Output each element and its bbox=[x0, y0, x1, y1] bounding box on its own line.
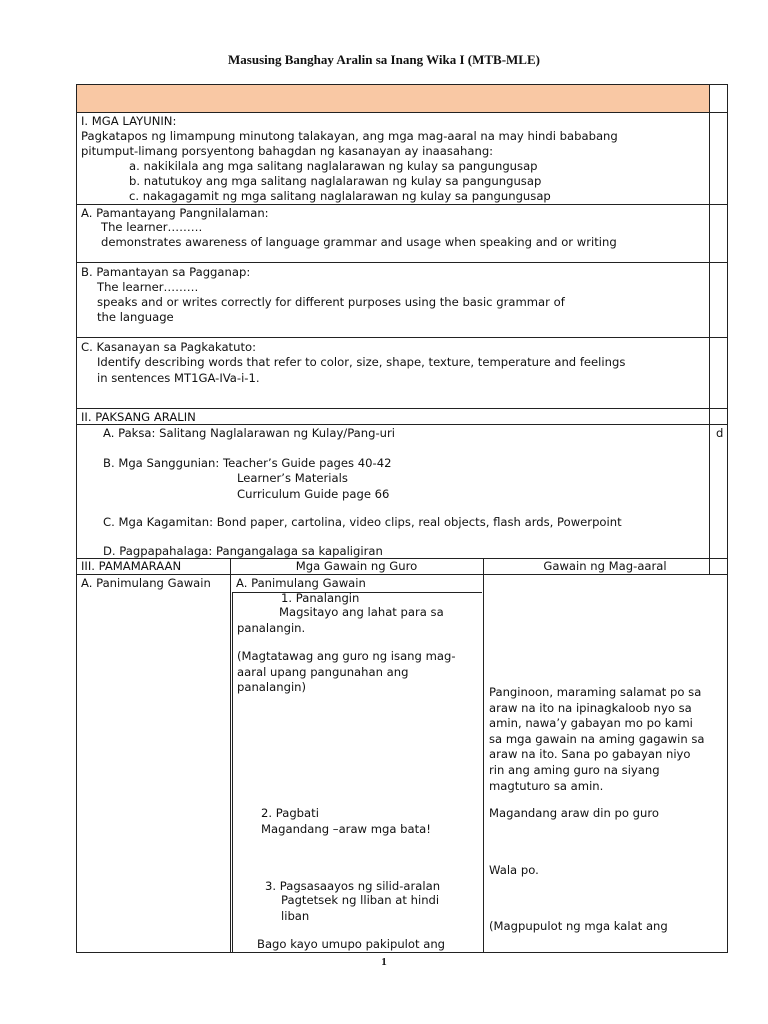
col-header-guro: Mga Gawain ng Guro bbox=[295, 559, 418, 573]
magaaral-dasal: Panginoon, maraming salamat po sa araw na ito na ipinagkaloob nyo sa amin, nawa’y gabayan mo po kami sa mga gawain na aming gagawin sa araw na ito. Sana po gabayan niyo rin ang aming guro na siyang magtuturo sa amin. bbox=[489, 685, 705, 793]
guro-bago: Bago kayo umupo pakipulot ang bbox=[257, 937, 446, 951]
layunin-intro-cont: pitumput-limang porsyentong bahagdan ng kasanayan ay inaasahang: bbox=[81, 144, 494, 158]
pagkakatuto-line1: Identify describing words that refer to color, size, shape, texture, temperature and feelings bbox=[97, 355, 626, 369]
table-border-left bbox=[76, 84, 77, 953]
table-border-right bbox=[727, 84, 728, 953]
paksa: A. Paksa: Salitang Naglalarawan ng Kulay/Pang-uri bbox=[103, 426, 396, 440]
guro-magtatawag: (Magtatawag ang guro ng isang mag-aaral upang pangunahan ang panalangin) bbox=[237, 649, 456, 695]
magaaral-wala: Wala po. bbox=[489, 863, 539, 877]
guro-magsitayo: Magsitayo ang lahat para sa panalangin. bbox=[237, 605, 444, 635]
sanggunian: B. Mga Sanggunian: Teacher’s Guide pages 40-42 bbox=[103, 456, 392, 470]
guro-pagsasaayos: 3. Pagsasaayos ng silid-aralan bbox=[265, 879, 441, 893]
sanggunian-cg: Curriculum Guide page 66 bbox=[237, 487, 390, 501]
layunin-item-a: a. nakikilala ang mga salitang naglalarawan ng kulay sa pangungusap bbox=[129, 159, 538, 173]
magaaral-pulot: (Magpupulot ng mga kalat ang bbox=[489, 919, 668, 933]
pagganap-learner: The learner……… bbox=[97, 280, 199, 294]
pagkakatuto-heading: C. Kasanayan sa Pagkakatuto: bbox=[81, 340, 256, 354]
guro-magandang: Magandang –araw mga bata! bbox=[261, 822, 431, 836]
guro-heading: A. Panimulang Gawain bbox=[236, 576, 366, 590]
pamamaraan-heading: III. PAMAMARAAN bbox=[81, 559, 182, 573]
pagpapahalaga: D. Pagpapahalaga: Pangangalaga sa kapaligiran bbox=[103, 544, 383, 558]
kagamitan: C. Mga Kagamitan: Bond paper, cartolina, video clips, real objects, flash ards, Powerpoint bbox=[103, 515, 622, 529]
layunin-item-b: b. natutukoy ang mga salitang naglalarawan ng kulay sa pangungusap bbox=[129, 174, 542, 188]
magaaral-bati: Magandang araw din po guro bbox=[489, 806, 659, 820]
guro-pagbati: 2. Pagbati bbox=[261, 806, 319, 820]
layunin-heading: I. MGA LAYUNIN: bbox=[81, 114, 177, 128]
pagganap-line1: speaks and or writes correctly for different purposes using the basic grammar of bbox=[97, 295, 565, 309]
col-header-magaaral: Gawain ng Mag-aaral bbox=[543, 559, 667, 573]
paksang-aralin-heading: II. PAKSANG ARALIN bbox=[81, 410, 196, 424]
table-border-top bbox=[76, 84, 728, 85]
guro-pagtetsek: Pagtetsek ng lliban at hindi liban bbox=[281, 893, 440, 923]
pagkakatuto-line2: in sentences MT1GA-IVa-i-1. bbox=[97, 371, 260, 385]
page-number: 1 bbox=[381, 956, 387, 968]
row-label-panimulang-gawain: A. Panimulang Gawain bbox=[81, 576, 211, 590]
pagganap-line2: the language bbox=[97, 310, 174, 324]
layunin-intro: Pagkatapos ng limampung minutong talakayan, ang mga mag-aaral na may hindi bababang bbox=[81, 129, 618, 143]
sanggunian-lm: Learner’s Materials bbox=[237, 471, 348, 485]
pangnilalaman-text: demonstrates awareness of language grammar and usage when speaking and or writing bbox=[101, 235, 617, 249]
pangnilalaman-heading: A. Pamantayang Pangnilalaman: bbox=[81, 206, 269, 220]
pangnilalaman-learner: The learner……… bbox=[101, 220, 203, 234]
header-band bbox=[76, 85, 709, 112]
layunin-item-c: c. nakagagamit ng mga salitang naglalarawan ng kulay sa pangungusap bbox=[129, 189, 551, 203]
pagganap-heading: B. Pamantayan sa Pagganap: bbox=[81, 265, 251, 279]
document-title: Masusing Banghay Aralin sa Inang Wika I (MTB-MLE) bbox=[228, 52, 540, 67]
guro-panalangin: 1. Panalangin bbox=[281, 591, 360, 605]
side-mark: d bbox=[716, 426, 724, 440]
